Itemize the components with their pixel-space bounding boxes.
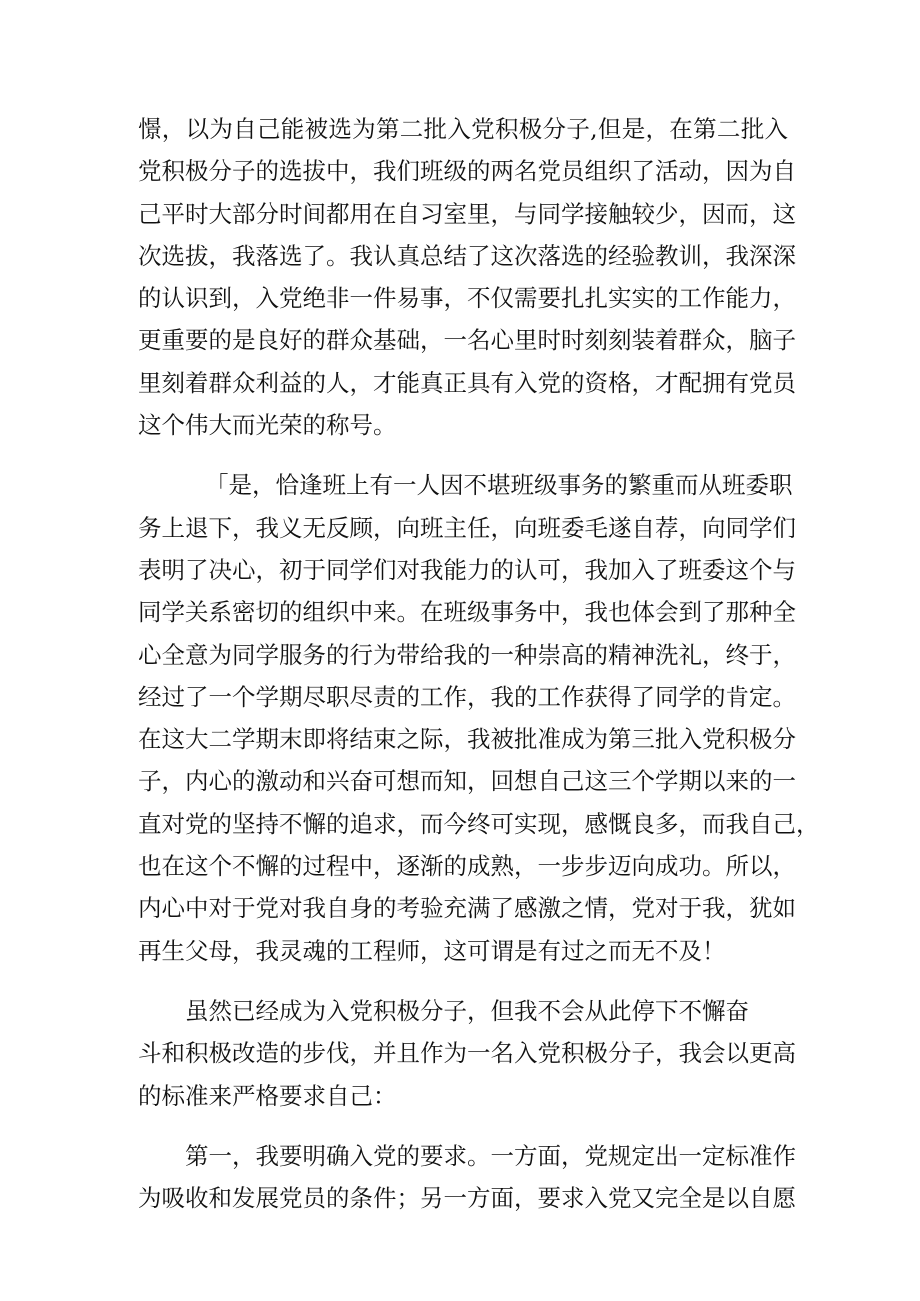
paragraph-line: 也在这个不懈的过程中，逐渐的成熟，一步步迈向成功。所以， [138, 852, 796, 881]
paragraph-line: 憬，以为自己能被选为第二批入党积极分子,但是，在第二批入 [138, 115, 788, 143]
paragraph-line: 里刻着群众利益的人，才能真正具有入党的资格，才配拥有党员 [138, 368, 796, 397]
paragraph-2 [138, 464, 820, 972]
paragraph-line: 内心中对于党对我自身的考验充满了感激之情，党对于我，犹如 [138, 894, 796, 923]
paragraph-line: 在这大二学期末即将结束之际，我被批准成为第三批入党积极分 [138, 725, 796, 754]
body-text [138, 108, 820, 1219]
paragraph-line: 「是，恰逢班上有一人因不堪班级事务的繁重而从班委职 [205, 471, 793, 500]
paragraph-line: 次选拔，我落选了。我认真总结了这次落选的经验教训，我深深 [138, 241, 796, 270]
paragraph-line: 经过了一个学期尽职尽责的工作，我的工作获得了同学的肯定。 [138, 682, 796, 711]
paragraph-line: 直对党的坚持不懈的追求，而今终可实现，感慨良多，而我自己， [138, 809, 820, 838]
paragraph-line: 子，内心的激动和兴奋可想而知，回想自己这三个学期以来的一 [138, 767, 796, 796]
paragraph-line: 的认识到，入党绝非一件易事，不仅需要扎扎实实的工作能力， [138, 284, 796, 313]
paragraph-line: 党积极分子的选拔中，我们班级的两名党员组织了活动，因为自 [138, 157, 796, 186]
paragraph-4 [138, 1135, 796, 1220]
paragraph-3 [138, 990, 796, 1117]
paragraph-line: 为吸收和发展党员的条件；另一方面，要求入党又完全是以自愿 [138, 1184, 796, 1213]
paragraph-line: 斗和积极改造的步伐，并且作为一名入党积极分子，我会以更高 [138, 1039, 796, 1068]
paragraph-line: 第一，我要明确入党的要求。一方面，党规定出一定标准作 [185, 1141, 796, 1170]
paragraph-1 [138, 108, 796, 446]
paragraph-line: 再生父母，我灵魂的工程师，这可谓是有过之而无不及！ [138, 936, 726, 965]
paragraph-line: 己平时大部分时间都用在自习室里，与同学接触较少，因而，这 [138, 199, 796, 228]
paragraph-line: 虽然已经成为入党积极分子，但我不会从此停下不懈奋 [185, 996, 749, 1025]
paragraph-line: 这个伟大而光荣的称号。 [138, 411, 397, 440]
paragraph-line: 表明了决心，初于同学们对我能力的认可，我加入了班委这个与 [138, 555, 796, 584]
paragraph-line: 心全意为同学服务的行为带给我的一种崇高的精神洗礼，终于， [138, 640, 796, 669]
paragraph-line: 更重要的是良好的群众基础，一名心里时时刻刻装着群众，脑子 [138, 326, 796, 355]
paragraph-line: 的标准来严格要求自己： [138, 1081, 397, 1110]
paragraph-line: 务上退下，我义无反顾，向班主任，向班委毛遂自荐，向同学们 [138, 513, 796, 542]
paragraph-line: 同学关系密切的组织中来。在班级事务中，我也体会到了那种全 [138, 598, 796, 627]
